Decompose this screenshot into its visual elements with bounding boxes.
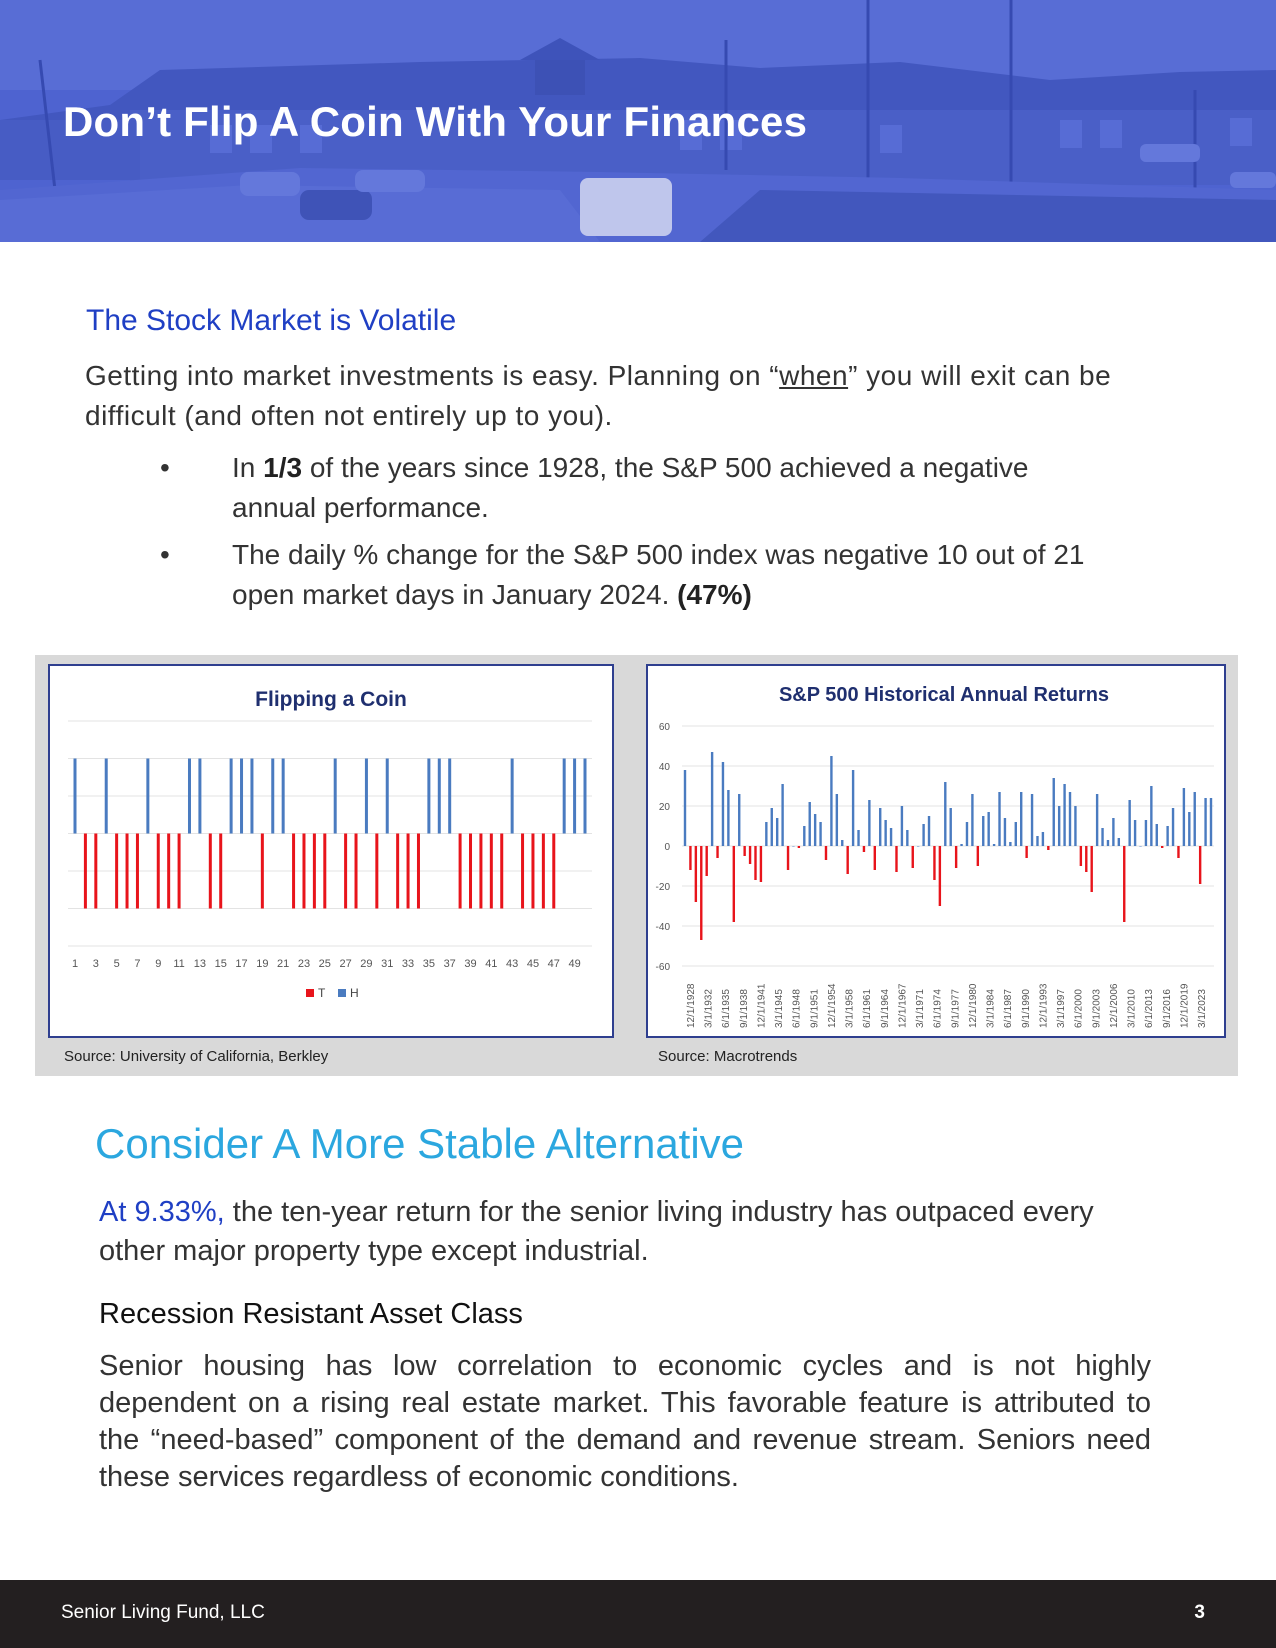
bullet-item <box>160 535 1120 615</box>
annual-return-bar <box>1156 824 1158 846</box>
x-tick-label: 6/1/1935 <box>721 989 733 1028</box>
x-tick-label: 49 <box>568 958 581 970</box>
annual-return-bar <box>792 846 794 847</box>
annual-return-bar <box>760 846 762 882</box>
x-tick-label: 13 <box>193 958 207 970</box>
coin-flip-bar <box>313 834 316 909</box>
footer-company: Senior Living Fund, LLC <box>61 1602 265 1623</box>
legend-label-h: H <box>350 986 359 1000</box>
page-title: Don’t Flip A Coin With Your Finances <box>63 98 808 145</box>
annual-return-bar <box>830 756 832 846</box>
annual-return-bar <box>857 830 859 846</box>
coin-flip-bar <box>250 759 253 834</box>
annual-return-bar <box>787 846 789 870</box>
annual-return-bar <box>841 840 843 846</box>
coin-flip-bar <box>448 759 451 834</box>
coin-flip-bar <box>271 759 274 834</box>
coin-flip-bar <box>500 834 503 909</box>
coin-flip-bar <box>355 834 358 909</box>
coin-flip-bar <box>542 834 545 909</box>
coin-flip-bar <box>126 834 129 909</box>
coin-flip-bar <box>240 759 243 834</box>
x-tick-label: 6/1/1974 <box>932 989 944 1028</box>
annual-return-bar <box>776 818 778 846</box>
footer <box>0 1580 1276 1648</box>
coin-flip-bar <box>146 759 149 834</box>
annual-return-bar <box>1139 846 1141 847</box>
sp500-chart <box>646 664 1226 1038</box>
coin-flip-bar <box>573 759 576 834</box>
bullet-item <box>160 448 1120 528</box>
annual-return-bar <box>1123 846 1125 922</box>
coin-flip-chart <box>48 664 614 1038</box>
x-tick-label: 9/1/1964 <box>879 989 891 1028</box>
annual-return-bar <box>749 846 751 864</box>
y-tick-label: -40 <box>655 922 670 933</box>
intro-underlined-word: when <box>779 360 849 391</box>
x-tick-label: 15 <box>214 958 227 970</box>
annual-return-bar <box>906 830 908 846</box>
annual-return-bar <box>765 822 767 846</box>
annual-return-bar <box>1134 820 1136 846</box>
annual-return-bar <box>1015 822 1017 846</box>
annual-return-bar <box>1047 846 1049 850</box>
annual-return-bar <box>852 770 854 846</box>
coin-flip-bar <box>178 834 181 909</box>
annual-return-bar <box>695 846 697 902</box>
annual-return-bar <box>982 816 984 846</box>
x-tick-label: 33 <box>401 958 415 970</box>
annual-return-bar <box>754 846 756 880</box>
annual-return-bar <box>1036 836 1038 846</box>
x-tick-label: 1 <box>71 958 79 970</box>
bullet-text: The daily % change for the S&P 500 index was negative 10 out of 21 open market days in January 2024. <box>232 539 1085 610</box>
coin-flip-bar <box>115 834 118 909</box>
x-tick-label: 7 <box>134 958 141 970</box>
x-tick-label: 9/1/2016 <box>1161 989 1173 1028</box>
x-tick-label: 3/1/2023 <box>1197 989 1209 1028</box>
x-tick-label: 12/1/1941 <box>756 983 768 1028</box>
x-tick-label: 9/1/1938 <box>738 989 750 1028</box>
x-tick-label: 6/1/2013 <box>1144 989 1156 1028</box>
annual-return-bar <box>825 846 827 860</box>
coin-flip-bar <box>167 834 170 909</box>
annual-return-bar <box>781 784 783 846</box>
recession-heading: Recession Resistant Asset Class <box>99 1298 523 1330</box>
x-tick-label: 12/1/1993 <box>1038 983 1050 1028</box>
annual-return-bar <box>1118 838 1120 846</box>
annual-return-bar <box>1009 842 1011 846</box>
coin-flip-bar <box>521 834 524 909</box>
intro-text-start: Getting into market investments is easy. Planning on “ <box>85 360 780 391</box>
annual-return-bar <box>1025 846 1027 858</box>
annual-return-bar <box>966 822 968 846</box>
coin-flip-bar <box>94 834 97 909</box>
annual-return-bar <box>1112 818 1114 846</box>
alternative-paragraph <box>99 1193 1159 1271</box>
annual-return-bar <box>716 846 718 858</box>
coin-flip-bar <box>323 834 326 909</box>
coin-flip-bar <box>188 759 191 834</box>
x-tick-label: 31 <box>381 958 394 970</box>
annual-return-bar <box>819 822 821 846</box>
annual-return-bar <box>939 846 941 906</box>
bullet-bold: (47%) <box>677 579 752 610</box>
recession-paragraph: Senior housing has low correlation to economic cycles and is not highly dependent on a rising real estate market. This favorable feature is attributed to the “need-based” component of the demand and revenue stream. Seniors need these services regardless of economic conditions. <box>99 1350 1151 1493</box>
coin-flip-bar <box>219 834 222 909</box>
x-tick-label: 9/1/2003 <box>1091 989 1103 1028</box>
annual-return-bar <box>771 808 773 846</box>
x-tick-label: 9/1/1977 <box>950 989 962 1028</box>
annual-return-bar <box>1096 794 1098 846</box>
x-tick-label: 3 <box>92 958 99 970</box>
annual-return-bar <box>971 794 973 846</box>
annual-return-bar <box>922 824 924 846</box>
x-tick-label: 3/1/1958 <box>844 989 856 1028</box>
annual-return-bar <box>987 812 989 846</box>
annual-return-bar <box>928 816 930 846</box>
annual-return-bar <box>1004 818 1006 846</box>
x-tick-label: 9 <box>155 958 162 970</box>
coin-flip-bar <box>105 759 108 834</box>
y-tick-label: 60 <box>658 722 670 733</box>
annual-return-bar <box>743 846 745 856</box>
annual-return-bar <box>1091 846 1093 892</box>
annual-return-bar <box>955 846 957 868</box>
alternative-heading: Consider A More Stable Alternative <box>95 1120 745 1167</box>
annual-return-bar <box>1020 792 1022 846</box>
y-tick-label: 20 <box>658 802 670 813</box>
coin-flip-bar <box>459 834 462 909</box>
x-tick-label: 35 <box>422 958 436 970</box>
annual-return-bar <box>1172 808 1174 846</box>
x-tick-label: 3/1/1932 <box>703 989 715 1028</box>
annual-return-bar <box>890 828 892 846</box>
charts-panel <box>35 655 1238 1076</box>
y-tick-label: -20 <box>655 882 670 893</box>
annual-return-bar <box>998 792 1000 846</box>
annual-return-bar <box>1204 798 1206 846</box>
annual-return-bar <box>884 820 886 846</box>
coin-flip-bar <box>552 834 555 909</box>
annual-return-bar <box>1210 798 1212 846</box>
x-tick-label: 43 <box>506 958 519 970</box>
annual-return-bar <box>1085 846 1087 872</box>
annual-return-bar <box>863 846 865 852</box>
bullet-bold: 1/3 <box>263 452 303 483</box>
coin-flip-bar <box>375 834 378 909</box>
x-tick-label: 6/1/1948 <box>791 989 803 1028</box>
coin-flip-bar <box>469 834 472 909</box>
coin-flip-bar <box>282 759 285 834</box>
coin-flip-bar <box>302 834 305 909</box>
annual-return-bar <box>711 752 713 846</box>
x-tick-label: 9/1/1990 <box>1020 989 1032 1028</box>
annual-return-bar <box>684 770 686 846</box>
x-tick-label: 25 <box>318 958 331 970</box>
annual-return-bar <box>836 794 838 846</box>
annual-return-bar <box>1183 788 1185 846</box>
legend-label-t: T <box>318 986 326 1000</box>
coin-flip-bar <box>344 834 347 909</box>
annual-return-bar <box>977 846 979 866</box>
annual-return-bar <box>733 846 735 922</box>
annual-return-bar <box>960 844 962 846</box>
coin-flip-bar <box>261 834 264 909</box>
annual-return-bar <box>700 846 702 940</box>
coin-flip-bar <box>479 834 482 909</box>
alternative-text: the ten-year return for the senior living industry has outpaced every other major property type except industrial. <box>99 1196 1094 1267</box>
y-tick-label: 40 <box>658 762 670 773</box>
x-tick-label: 29 <box>360 958 373 970</box>
coin-flip-bar <box>292 834 295 909</box>
x-tick-label: 9/1/1951 <box>809 989 821 1028</box>
coin-flip-bar <box>531 834 534 909</box>
x-tick-label: 12/1/2019 <box>1179 983 1191 1028</box>
x-tick-label: 6/1/2000 <box>1073 989 1085 1028</box>
x-tick-label: 12/1/1954 <box>826 983 838 1028</box>
annual-return-bar <box>846 846 848 874</box>
annual-return-bar <box>1053 778 1055 846</box>
x-tick-label: 37 <box>443 958 456 970</box>
sp500-chart-source: Source: Macrotrends <box>658 1048 798 1065</box>
annual-return-bar <box>912 846 914 868</box>
sp500-chart-svg <box>648 666 1224 1036</box>
annual-return-bar <box>1107 840 1109 846</box>
return-highlight: At 9.33%, <box>99 1196 225 1228</box>
x-tick-label: 11 <box>173 958 185 970</box>
annual-return-bar <box>944 782 946 846</box>
annual-return-bar <box>917 846 919 847</box>
coin-flip-bar <box>230 759 233 834</box>
legend-swatch-h <box>338 989 346 997</box>
x-tick-label: 12/1/1967 <box>897 983 909 1028</box>
annual-return-bar <box>1074 806 1076 846</box>
coin-flip-bar <box>84 834 87 909</box>
y-tick-label: 0 <box>664 842 670 853</box>
annual-return-bar <box>1150 786 1152 846</box>
annual-return-bar <box>803 826 805 846</box>
coin-flip-bar <box>365 759 368 834</box>
coin-flip-bar <box>334 759 337 834</box>
chart-title: Flipping a Coin <box>255 688 407 711</box>
annual-return-bar <box>1177 846 1179 858</box>
x-tick-label: 6/1/1961 <box>862 989 874 1028</box>
coin-flip-bar <box>136 834 139 909</box>
annual-return-bar <box>895 846 897 872</box>
chart-title: S&P 500 Historical Annual Returns <box>778 684 1110 706</box>
x-tick-label: 19 <box>256 958 269 970</box>
x-tick-label: 12/1/1980 <box>967 983 979 1028</box>
annual-return-bar <box>901 806 903 846</box>
x-tick-label: 6/1/1987 <box>1003 989 1015 1028</box>
header-banner <box>0 0 1276 242</box>
annual-return-bar <box>1145 820 1147 846</box>
coin-flip-bar <box>209 834 212 909</box>
page-number: 3 <box>1194 1602 1205 1623</box>
annual-return-bar <box>798 846 800 848</box>
annual-return-bar <box>933 846 935 880</box>
coin-flip-bar <box>563 759 566 834</box>
annual-return-bar <box>722 762 724 846</box>
annual-return-bar <box>1101 828 1103 846</box>
annual-return-bar <box>1058 806 1060 846</box>
x-tick-label: 3/1/1945 <box>774 989 786 1028</box>
market-heading: The Stock Market is Volatile <box>86 304 457 337</box>
coin-flip-bar <box>511 759 514 834</box>
annual-return-bar <box>1188 812 1190 846</box>
coin-flip-bar <box>198 759 201 834</box>
annual-return-bar <box>1194 792 1196 846</box>
annual-return-bar <box>1080 846 1082 866</box>
x-tick-label: 12/1/1928 <box>685 983 697 1028</box>
coin-flip-bar <box>427 759 430 834</box>
coin-flip-bar <box>386 759 389 834</box>
coin-flip-bar <box>407 834 410 909</box>
annual-return-bar <box>814 814 816 846</box>
x-tick-label: 23 <box>297 958 311 970</box>
legend-swatch-t <box>306 989 314 997</box>
annual-return-bar <box>993 844 995 846</box>
annual-return-bar <box>950 808 952 846</box>
x-tick-label: 3/1/1971 <box>915 989 927 1028</box>
coin-flip-bar <box>396 834 399 909</box>
x-tick-label: 3/1/1984 <box>985 989 997 1028</box>
bullet-text: In <box>232 452 264 483</box>
bullet-icon: • <box>160 452 170 483</box>
coin-flip-bar <box>157 834 160 909</box>
market-bullets <box>160 448 1120 622</box>
annual-return-bar <box>1063 784 1065 846</box>
coin-flip-chart-svg <box>50 666 612 1036</box>
annual-return-bar <box>1199 846 1201 884</box>
intro-text-end: ” you will exit can be difficult (and often not entirely up to you). <box>85 360 1112 431</box>
annual-return-bar <box>1069 792 1071 846</box>
coin-flip-bar <box>74 759 77 834</box>
x-tick-label: 12/1/2006 <box>1108 983 1120 1028</box>
x-tick-label: 17 <box>235 958 248 970</box>
x-tick-label: 21 <box>277 958 290 970</box>
market-intro <box>85 356 1135 436</box>
coin-flip-bar <box>490 834 493 909</box>
annual-return-bar <box>1161 846 1163 848</box>
annual-return-bar <box>868 800 870 846</box>
x-tick-label: 27 <box>339 958 352 970</box>
y-tick-label: -60 <box>655 962 670 973</box>
x-tick-label: 45 <box>526 958 540 970</box>
annual-return-bar <box>879 808 881 846</box>
annual-return-bar <box>727 790 729 846</box>
annual-return-bar <box>874 846 876 870</box>
annual-return-bar <box>738 794 740 846</box>
x-tick-label: 3/1/1997 <box>1056 989 1068 1028</box>
annual-return-bar <box>1128 800 1130 846</box>
annual-return-bar <box>1166 826 1168 846</box>
coin-flip-bar <box>438 759 441 834</box>
annual-return-bar <box>705 846 707 876</box>
x-tick-label: 3/1/2010 <box>1126 989 1138 1028</box>
x-tick-label: 5 <box>113 958 120 970</box>
x-tick-label: 41 <box>485 958 498 970</box>
x-tick-label: 47 <box>547 958 560 970</box>
coin-flip-bar <box>584 759 587 834</box>
x-tick-label: 39 <box>464 958 477 970</box>
coin-flip-bar <box>417 834 420 909</box>
bullet-icon: • <box>160 539 170 570</box>
annual-return-bar <box>689 846 691 870</box>
coin-chart-source: Source: University of California, Berkley <box>64 1048 329 1065</box>
annual-return-bar <box>809 802 811 846</box>
bullet-text: of the years since 1928, the S&P 500 achieved a negative annual performance. <box>232 452 1029 523</box>
annual-return-bar <box>1031 794 1033 846</box>
annual-return-bar <box>1042 832 1044 846</box>
